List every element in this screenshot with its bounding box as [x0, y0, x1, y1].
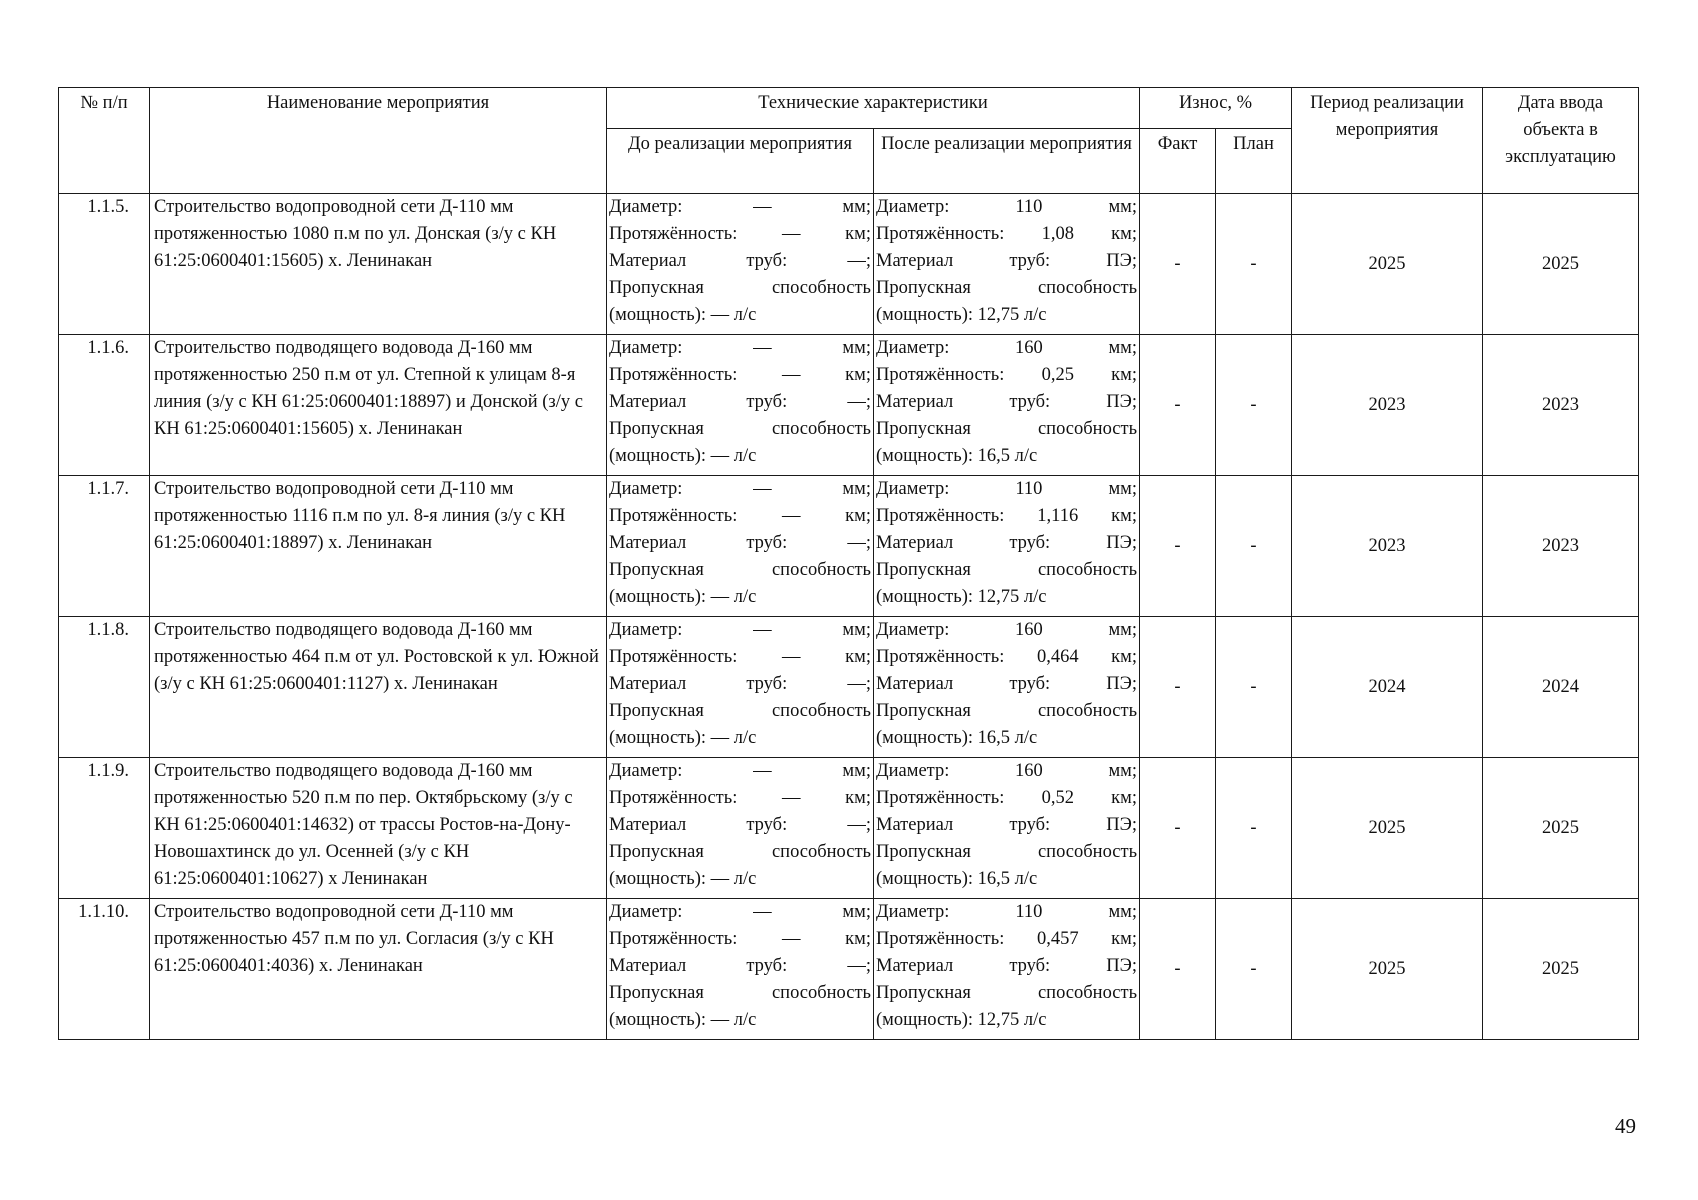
spec-part: труб: [1009, 392, 1051, 412]
spec-part: (мощность): 12,75 л/с [876, 1010, 1047, 1030]
spec-line [876, 302, 1137, 329]
spec-part: 1,116 [1037, 506, 1079, 526]
commission-date: 2025 [1483, 194, 1639, 335]
spec-part: способность [1037, 419, 1138, 439]
spec-part: км; [845, 365, 871, 385]
spec-line [609, 194, 871, 221]
spec-line [609, 980, 871, 1007]
measure-name: Строительство водопроводной сети Д-110 мм протяженностью 1080 п.м по ул. Донская (з/у с КН 61:25:0600401:15605) х. Ленинакан [150, 194, 607, 335]
spec-part: —; [847, 815, 871, 835]
header-before: До реализации мероприятия [607, 129, 874, 194]
table-row [59, 758, 1639, 899]
spec-part: Материал [609, 956, 687, 976]
wear-plan: - [1216, 476, 1292, 617]
spec-part: мм; [842, 761, 871, 781]
spec-line [609, 443, 871, 470]
spec-line [609, 530, 871, 557]
wear-fact: - [1140, 617, 1216, 758]
spec-part: Материал [609, 251, 687, 271]
spec-line [609, 866, 871, 893]
period: 2023 [1292, 476, 1483, 617]
wear-plan: - [1216, 194, 1292, 335]
spec-line [609, 671, 871, 698]
header-commission: Дата ввода объекта в эксплуатацию [1483, 88, 1639, 194]
spec-part: 110 [1015, 479, 1043, 499]
spec-part: Протяжённость: [876, 788, 1005, 808]
spec-line [609, 758, 871, 785]
spec-part: 0,457 [1036, 929, 1079, 949]
spec-part: Диаметр: [876, 761, 950, 781]
spec-part: ПЭ; [1106, 815, 1137, 835]
spec-part: Протяжённость: [876, 224, 1005, 244]
spec-part: Протяжённость: [876, 647, 1005, 667]
header-plan: План [1216, 129, 1292, 194]
header-tech: Технические характеристики [607, 88, 1140, 129]
spec-part: Материал [876, 533, 954, 553]
spec-line [609, 476, 871, 503]
spec-part: Диаметр: [609, 902, 683, 922]
spec-part: 110 [1015, 902, 1043, 922]
spec-part: (мощность): — л/с [609, 587, 757, 607]
spec-line [876, 362, 1137, 389]
period: 2025 [1292, 758, 1483, 899]
spec-line [609, 698, 871, 725]
spec-line [876, 584, 1137, 611]
spec-after [874, 194, 1140, 335]
spec-line [609, 926, 871, 953]
spec-part: Пропускная [876, 278, 971, 298]
spec-part: — [782, 929, 801, 949]
spec-part: мм; [1108, 902, 1137, 922]
spec-part: Пропускная [609, 560, 704, 580]
spec-line [609, 1007, 871, 1034]
spec-part: ПЭ; [1106, 392, 1137, 412]
spec-part: ПЭ; [1106, 251, 1137, 271]
spec-part: Протяжённость: [609, 365, 738, 385]
spec-line [876, 866, 1137, 893]
spec-after [874, 617, 1140, 758]
spec-line [609, 644, 871, 671]
spec-part: Пропускная [609, 842, 704, 862]
spec-part: Материал [609, 392, 687, 412]
wear-fact: - [1140, 899, 1216, 1040]
spec-line [609, 953, 871, 980]
spec-line [876, 194, 1137, 221]
spec-part: 1,08 [1041, 224, 1074, 244]
spec-part: (мощность): — л/с [609, 305, 757, 325]
period: 2025 [1292, 194, 1483, 335]
spec-line [876, 785, 1137, 812]
spec-part: ПЭ; [1106, 533, 1137, 553]
spec-part: Пропускная [876, 560, 971, 580]
spec-part: Диаметр: [876, 197, 950, 217]
row-number: 1.1.10. [59, 899, 150, 1040]
spec-part: Диаметр: [876, 479, 950, 499]
spec-line [876, 953, 1137, 980]
spec-part: мм; [1108, 620, 1138, 640]
spec-line [876, 476, 1137, 503]
spec-part: — [753, 197, 772, 217]
spec-part: способность [1037, 278, 1138, 298]
page-number: 49 [1615, 1114, 1636, 1138]
table-row [59, 335, 1639, 476]
spec-line [876, 335, 1137, 362]
commission-date: 2025 [1483, 758, 1639, 899]
spec-part: Пропускная [609, 983, 704, 1003]
spec-line [876, 1007, 1137, 1034]
spec-part: — [782, 224, 801, 244]
spec-part: — [782, 788, 801, 808]
spec-line [609, 839, 871, 866]
spec-part: Материал [609, 533, 687, 553]
spec-part: труб: [746, 533, 788, 553]
table-row [59, 194, 1639, 335]
spec-before [607, 899, 874, 1040]
spec-part: 160 [1015, 620, 1043, 640]
spec-part: — [753, 902, 772, 922]
spec-line [609, 389, 871, 416]
spec-part: способность [771, 560, 871, 580]
spec-line [609, 785, 871, 812]
spec-part: труб: [746, 956, 788, 976]
spec-part: способность [771, 842, 871, 862]
spec-line [876, 980, 1137, 1007]
commission-date: 2024 [1483, 617, 1639, 758]
table-row [59, 617, 1639, 758]
spec-part: — [782, 647, 801, 667]
spec-part: км; [845, 788, 871, 808]
spec-part: км; [1111, 929, 1137, 949]
wear-plan: - [1216, 899, 1292, 1040]
spec-part: мм; [1108, 338, 1138, 358]
spec-part: труб: [746, 674, 788, 694]
spec-line [876, 617, 1137, 644]
measure-name: Строительство водопроводной сети Д-110 мм протяженностью 1116 п.м по ул. 8-я линия (з/у с КН 61:25:0600401:18897) х. Ленинакан [150, 476, 607, 617]
header-num: № п/п [59, 88, 150, 194]
spec-part: км; [845, 929, 871, 949]
measures-table [58, 87, 1639, 1040]
table-row [59, 476, 1639, 617]
spec-part: Диаметр: [609, 761, 683, 781]
spec-line [876, 926, 1137, 953]
commission-date: 2023 [1483, 335, 1639, 476]
spec-part: — [782, 506, 801, 526]
spec-line [876, 416, 1137, 443]
spec-part: ПЭ; [1106, 674, 1137, 694]
spec-part: Пропускная [876, 419, 971, 439]
spec-part: мм; [1108, 479, 1137, 499]
spec-part: Материал [876, 815, 954, 835]
spec-part: (мощность): — л/с [609, 1010, 757, 1030]
spec-part: Пропускная [609, 278, 704, 298]
spec-part: Протяжённость: [609, 224, 738, 244]
spec-line [609, 362, 871, 389]
period: 2023 [1292, 335, 1483, 476]
wear-plan: - [1216, 758, 1292, 899]
wear-fact: - [1140, 758, 1216, 899]
spec-part: — [753, 761, 772, 781]
spec-part: Пропускная [876, 983, 971, 1003]
wear-fact: - [1140, 476, 1216, 617]
table-header [59, 88, 1639, 194]
spec-part: мм; [1108, 197, 1137, 217]
spec-part: Диаметр: [876, 338, 950, 358]
spec-part: Диаметр: [609, 338, 683, 358]
spec-line [609, 899, 871, 926]
spec-line [609, 221, 871, 248]
spec-part: км; [845, 647, 871, 667]
spec-part: способность [1037, 983, 1138, 1003]
measure-name: Строительство подводящего водовода Д-160 мм протяженностью 464 п.м от ул. Ростовской к ул. Южной (з/у с КН 61:25:0600401:1127) х. Ленинакан [150, 617, 607, 758]
spec-part: Материал [609, 815, 687, 835]
spec-part: способность [771, 701, 871, 721]
spec-part: —; [847, 956, 871, 976]
spec-part: км; [1111, 788, 1137, 808]
header-fact: Факт [1140, 129, 1216, 194]
spec-part: Пропускная [609, 701, 704, 721]
spec-part: Протяжённость: [609, 929, 738, 949]
spec-part: труб: [746, 392, 788, 412]
spec-part: 0,464 [1036, 647, 1079, 667]
spec-part: (мощность): 16,5 л/с [876, 728, 1038, 748]
row-number: 1.1.8. [59, 617, 150, 758]
spec-line [876, 758, 1137, 785]
spec-part: Пропускная [876, 701, 971, 721]
spec-line [609, 503, 871, 530]
spec-before [607, 194, 874, 335]
spec-part: Протяжённость: [609, 647, 738, 667]
spec-before [607, 476, 874, 617]
spec-part: км; [1111, 647, 1137, 667]
spec-after [874, 335, 1140, 476]
period: 2024 [1292, 617, 1483, 758]
row-number: 1.1.9. [59, 758, 150, 899]
spec-part: —; [847, 392, 871, 412]
spec-part: (мощность): 16,5 л/с [876, 446, 1038, 466]
row-number: 1.1.5. [59, 194, 150, 335]
spec-after [874, 758, 1140, 899]
spec-part: труб: [1009, 956, 1051, 976]
spec-part: труб: [746, 815, 788, 835]
table-row [59, 899, 1639, 1040]
spec-part: мм; [842, 197, 871, 217]
spec-part: Диаметр: [609, 479, 683, 499]
spec-part: — [782, 365, 801, 385]
spec-line [876, 644, 1137, 671]
header-name: Наименование мероприятия [150, 88, 607, 194]
spec-part: (мощность): — л/с [609, 446, 757, 466]
commission-date: 2025 [1483, 899, 1639, 1040]
spec-part: 110 [1015, 197, 1043, 217]
spec-part: способность [1037, 701, 1138, 721]
spec-part: Протяжённость: [609, 788, 738, 808]
spec-part: способность [771, 278, 871, 298]
header-after: После реализации мероприятия [874, 129, 1140, 194]
header-wear: Износ, % [1140, 88, 1292, 129]
spec-line [876, 389, 1137, 416]
row-number: 1.1.7. [59, 476, 150, 617]
spec-part: способность [1037, 842, 1138, 862]
spec-part: способность [771, 983, 871, 1003]
spec-part: мм; [842, 338, 871, 358]
spec-line [876, 557, 1137, 584]
spec-line [876, 698, 1137, 725]
spec-part: Диаметр: [609, 197, 683, 217]
spec-part: Материал [876, 392, 954, 412]
spec-part: (мощность): 12,75 л/с [876, 587, 1047, 607]
spec-part: (мощность): 12,75 л/с [876, 305, 1047, 325]
spec-part: 0,52 [1041, 788, 1074, 808]
wear-fact: - [1140, 335, 1216, 476]
spec-line [609, 812, 871, 839]
period: 2025 [1292, 899, 1483, 1040]
spec-part: мм; [842, 479, 871, 499]
spec-part: мм; [842, 902, 871, 922]
spec-part: Диаметр: [876, 902, 950, 922]
spec-part: ПЭ; [1106, 956, 1137, 976]
spec-part: —; [847, 533, 871, 553]
spec-line [876, 503, 1137, 530]
spec-line [609, 248, 871, 275]
wear-fact: - [1140, 194, 1216, 335]
spec-part: —; [847, 674, 871, 694]
spec-part: мм; [1108, 761, 1138, 781]
spec-part: труб: [1009, 251, 1051, 271]
spec-part: — [753, 479, 772, 499]
spec-part: Материал [876, 956, 954, 976]
spec-part: (мощность): — л/с [609, 728, 757, 748]
spec-part: Протяжённость: [609, 506, 738, 526]
spec-line [876, 248, 1137, 275]
spec-line [609, 416, 871, 443]
spec-part: км; [845, 224, 871, 244]
spec-part: (мощность): — л/с [609, 869, 757, 889]
spec-line [876, 530, 1137, 557]
spec-line [876, 839, 1137, 866]
spec-part: мм; [842, 620, 871, 640]
spec-part: км; [1111, 365, 1137, 385]
spec-part: Материал [609, 674, 687, 694]
spec-part: км; [845, 506, 871, 526]
spec-part: Протяжённость: [876, 365, 1005, 385]
spec-line [609, 725, 871, 752]
spec-part: Диаметр: [609, 620, 683, 640]
spec-part: 0,25 [1041, 365, 1074, 385]
spec-line [876, 221, 1137, 248]
header-period: Период реализации мероприятия [1292, 88, 1483, 194]
wear-plan: - [1216, 335, 1292, 476]
spec-before [607, 335, 874, 476]
spec-part: труб: [1009, 815, 1051, 835]
spec-part: км; [1111, 224, 1137, 244]
commission-date: 2023 [1483, 476, 1639, 617]
measure-name: Строительство водопроводной сети Д-110 мм протяженностью 457 п.м по ул. Согласия (з/у с КН 61:25:0600401:4036) х. Ленинакан [150, 899, 607, 1040]
spec-part: труб: [1009, 674, 1051, 694]
spec-after [874, 476, 1140, 617]
spec-part: 160 [1015, 761, 1043, 781]
spec-part: Протяжённость: [876, 506, 1005, 526]
spec-part: способность [771, 419, 871, 439]
spec-part: Материал [876, 674, 954, 694]
spec-line [609, 275, 871, 302]
spec-line [609, 557, 871, 584]
spec-line [876, 275, 1137, 302]
spec-line [609, 584, 871, 611]
spec-part: способность [1037, 560, 1138, 580]
spec-part: 160 [1015, 338, 1043, 358]
spec-line [609, 335, 871, 362]
spec-part: — [753, 620, 772, 640]
row-number: 1.1.6. [59, 335, 150, 476]
spec-part: (мощность): 16,5 л/с [876, 869, 1038, 889]
spec-part: труб: [746, 251, 788, 271]
spec-part: Пропускная [876, 842, 971, 862]
spec-before [607, 617, 874, 758]
table-body [59, 194, 1639, 1040]
spec-after [874, 899, 1140, 1040]
spec-part: Материал [876, 251, 954, 271]
spec-line [876, 725, 1137, 752]
spec-line [876, 899, 1137, 926]
spec-part: труб: [1009, 533, 1051, 553]
measure-name: Строительство подводящего водовода Д-160 мм протяженностью 250 п.м от ул. Степной к улицам 8-я линия (з/у с КН 61:25:0600401:18897) и Донской (з/у с КН 61:25:0600401:15605) х. Ленинакан [150, 335, 607, 476]
spec-part: — [753, 338, 772, 358]
spec-part: Протяжённость: [876, 929, 1005, 949]
spec-part: Диаметр: [876, 620, 950, 640]
wear-plan: - [1216, 617, 1292, 758]
spec-before [607, 758, 874, 899]
spec-line [876, 671, 1137, 698]
spec-line [876, 443, 1137, 470]
measure-name: Строительство подводящего водовода Д-160 мм протяженностью 520 п.м по пер. Октябрьскому (з/у с КН 61:25:0600401:14632) от трассы Ростов-на-Дону-Новошахтинск до ул. Осенней (з/у с КН 61:25:0600401:10627) х Ленинакан [150, 758, 607, 899]
spec-part: Пропускная [609, 419, 704, 439]
spec-part: км; [1111, 506, 1138, 526]
spec-line [876, 812, 1137, 839]
spec-line [609, 302, 871, 329]
spec-part: —; [847, 251, 871, 271]
spec-line [609, 617, 871, 644]
